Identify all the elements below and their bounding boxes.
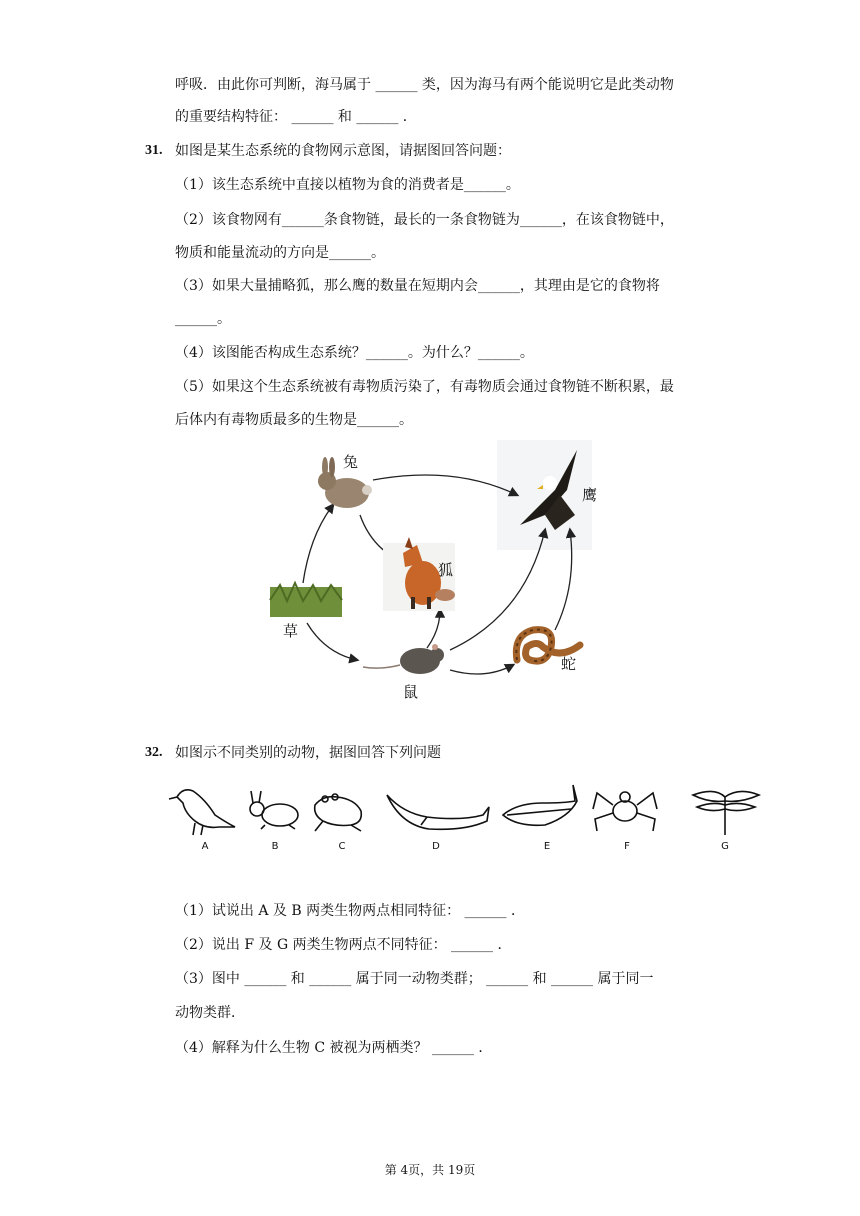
arrow-mouse-snake	[450, 665, 513, 674]
q31-number: 31.	[145, 143, 163, 158]
label-d: D	[432, 841, 440, 852]
label-fox: 狐	[438, 561, 454, 579]
label-eagle: 鹰	[582, 486, 598, 504]
label-rabbit: 兔	[343, 453, 359, 471]
q32-number: 32.	[145, 745, 163, 760]
q32-stem: 如图示不同类别的动物，据图回答下列问题	[175, 745, 441, 761]
label-b: B	[271, 841, 279, 852]
q32-part4: （4）解释为什么生物 C 被视为两栖类？ ______ ．	[175, 1040, 493, 1056]
label-a: A	[201, 841, 209, 852]
label-f: F	[624, 841, 630, 852]
q31-part4: （4）该图能否构成生态系统？______。为什么？______。	[175, 345, 534, 361]
q31-part5a: （5）如果这个生态系统被有毒物质污染了，有毒物质会通过食物链不断积累，最	[175, 379, 674, 395]
q32-part2: （2）说出 F 及 G 两类生物两点不同特征： ______ ．	[175, 937, 512, 953]
label-e: E	[543, 841, 551, 852]
bird-icon	[169, 790, 235, 835]
q30-line2: 的重要结构特征： ______ 和 ______ ．	[175, 109, 417, 125]
q31-stem: 如图是某生态系统的食物网示意图，请据图回答问题：	[175, 143, 511, 159]
q31-part2b: 物质和能量流动的方向是______。	[175, 245, 385, 261]
q32-part1: （1）试说出 A 及 B 两类生物两点相同特征： ______ ．	[175, 903, 526, 919]
food-web-figure	[255, 435, 615, 710]
mouse-icon	[363, 644, 444, 674]
arrow-grass-mouse	[307, 623, 357, 660]
grass-icon	[270, 583, 342, 617]
rabbit-outline-icon	[250, 791, 298, 829]
q32-part3a: （3）图中 ______ 和 ______ 属于同一动物类群； ______ 和 ______ 属于同一	[175, 971, 654, 987]
label-grass: 草	[283, 622, 299, 640]
q31-part3b: ______。	[175, 311, 231, 327]
label-c: C	[338, 841, 346, 852]
label-mouse: 鼠	[403, 683, 419, 701]
q30-line1: 呼吸．由此你可判断，海马属于 ______ 类，因为海马有两个能说明它是此类动物	[175, 77, 674, 93]
q31-part3a: （3）如果大量捕略狐，那么鹰的数量在短期内会______，其理由是它的食物将	[175, 278, 660, 294]
q31-part1: （1）该生态系统中直接以植物为食的消费者是______。	[175, 177, 520, 193]
label-snake: 蛇	[561, 655, 577, 673]
frog-icon	[315, 794, 362, 831]
animals-figure	[165, 775, 765, 857]
label-g: G	[721, 841, 729, 852]
page-footer: 第 4页，共 19页	[384, 1163, 476, 1177]
fish-icon	[503, 785, 577, 825]
q31-part2a: （2）该食物网有______条食物链，最长的一条食物链为______，在该食物链中，	[175, 212, 674, 228]
whale-icon	[387, 795, 489, 829]
arrow-rabbit-eagle	[373, 475, 517, 495]
q32-part3b: 动物类群．	[175, 1005, 245, 1021]
arrow-mouse-fox	[427, 610, 440, 648]
arrow-grass-rabbit	[303, 505, 333, 583]
dragonfly-icon	[693, 791, 759, 835]
spider-icon	[593, 792, 657, 831]
q31-part5b: 后体内有毒物质最多的生物是______。	[175, 412, 413, 428]
